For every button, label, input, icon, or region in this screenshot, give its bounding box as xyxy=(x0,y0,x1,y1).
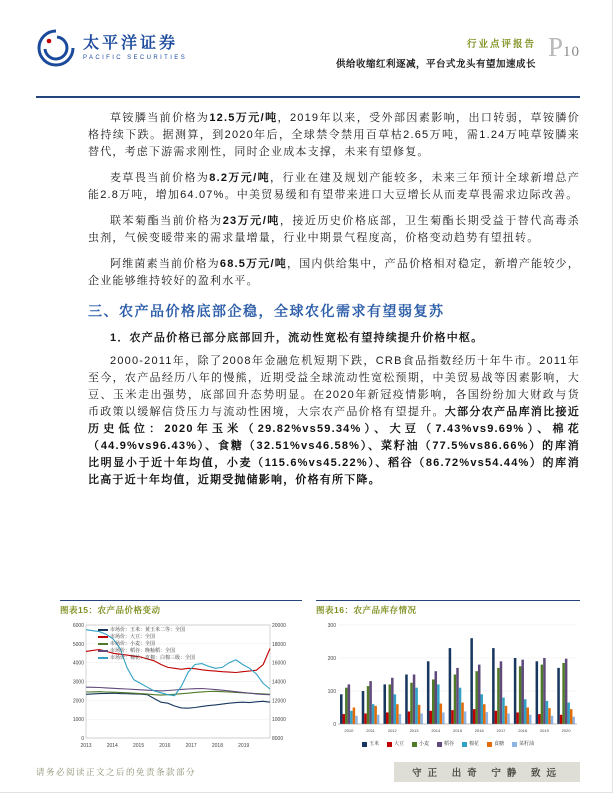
legend-swatch xyxy=(98,629,108,631)
legend-label: 食糖 xyxy=(494,741,505,747)
svg-text:5000: 5000 xyxy=(72,641,84,648)
svg-text:16000: 16000 xyxy=(272,660,286,667)
legend-label: 市场价：玉米：黄玉米二等：全国 xyxy=(110,627,186,633)
svg-text:2019: 2019 xyxy=(238,743,250,749)
pacific-securities-logo-icon xyxy=(36,28,76,68)
svg-text:2016: 2016 xyxy=(159,743,171,749)
legend-item xyxy=(98,634,195,640)
svg-text:18000: 18000 xyxy=(272,641,286,648)
svg-text:1000: 1000 xyxy=(72,717,84,724)
company-name-en: PACIFIC SECURITIES xyxy=(83,55,188,61)
figure-15-legend xyxy=(98,627,195,661)
legend-label: 小麦 xyxy=(418,741,429,747)
svg-text:2020: 2020 xyxy=(561,728,571,733)
svg-text:20000: 20000 xyxy=(272,623,286,629)
legend-label: 市场价：棉花：皮棉：白棉三级：全国 xyxy=(110,655,196,661)
figure-16-title: 图表16：农产品库存情况 xyxy=(316,600,580,620)
motto-badge: 守正 出奇 宁静 致远 xyxy=(394,762,580,782)
report-header xyxy=(36,28,580,70)
paragraph-abamectin: 阿维菌素当前价格为68.5万元/吨，国内供给集中，产品价格相对稳定，新增产能较少，企业能够维持较好的盈利水平。 xyxy=(88,258,580,287)
header-right xyxy=(336,28,580,70)
legend-item xyxy=(98,648,195,654)
svg-text:2000: 2000 xyxy=(72,698,84,705)
svg-text:2011: 2011 xyxy=(366,728,375,733)
legend-swatch xyxy=(98,650,108,652)
figure-16-legend xyxy=(338,741,558,747)
svg-text:2016: 2016 xyxy=(474,728,484,733)
svg-text:2014: 2014 xyxy=(106,743,118,749)
legend-swatch xyxy=(487,742,492,747)
paragraph-bifenthrin: 联苯菊酯当前价格为23万元/吨，接近历史价格底部，卫生菊酯长期受益于替代高毒杀虫剂，气候变暖带来的需求量增量，行业中期景气程度高，价格变动趋势有望扭转。 xyxy=(88,215,580,244)
legend-swatch xyxy=(387,742,392,747)
svg-text:2014: 2014 xyxy=(431,728,441,733)
figure-15-title: 图表15：农产品价格变动 xyxy=(60,600,302,620)
page-number xyxy=(548,28,580,63)
company-name-cn: 太平洋证券 xyxy=(83,35,179,52)
svg-text:0: 0 xyxy=(81,736,84,742)
report-title: 供给收缩红利逐减，平台式龙头有望加速成长 xyxy=(335,59,536,70)
page-number-value: 10 xyxy=(563,44,580,60)
header-meta xyxy=(336,28,536,70)
svg-text:3000: 3000 xyxy=(72,679,84,686)
sub-heading: 1．农产品价格已部分底部回升，流动性宽松有望持续提升价格中枢。 xyxy=(110,332,484,344)
legend-label: 大豆 xyxy=(393,741,404,747)
paragraph-agri-prices: 2000-2011年，除了2008年金融危机短期下跌，CRB食品指数经历十年牛市。2011年至今，农产品经历八年的慢熊，近期受益全球流动性宽松预期，中美贸易战等因素影响，大豆、玉米走出强势，底部回升态势明显。在2020年新冠疫情影响，各国纷纷加大财政与货币政策以缓解信贷压力与流动性困境，大宗农产品价格有望提升。大部分农产品库消比接近历史低位：2020年玉米（29.82%vs59.34%）、大豆（7.43%vs9.69%）、棉花（44.9%vs96.43%）、食糖（32.51%vs46.58%）、菜籽油（77.5%vs86.66%）的库消比明显小于近十年均值，小麦（115.6%vs45.22%）、稻谷（86.72%vs54.44%）的库消比高于近十年均值，近期受抛储影响，价格有所下降。 xyxy=(88,355,580,486)
svg-text:2013: 2013 xyxy=(80,743,92,749)
page-number-prefix: P xyxy=(547,32,563,62)
legend-item xyxy=(487,741,504,747)
svg-text:100: 100 xyxy=(327,689,336,695)
svg-text:2017: 2017 xyxy=(496,728,506,733)
legend-item xyxy=(98,627,195,633)
legend-label: 市场价：大豆：全国 xyxy=(110,634,156,640)
paragraph-dicamba: 麦草畏当前价格为8.2万元/吨，行业在建及规划产能较多，未来三年预计全球新增总产能2.8万吨，增加64.07%。中美贸易缓和有望带来进口大豆增长从而麦草畏需求边际改善。 xyxy=(88,172,581,201)
figure-15 xyxy=(60,600,302,755)
svg-text:4000: 4000 xyxy=(72,660,84,667)
svg-text:10000: 10000 xyxy=(272,717,286,724)
svg-text:2010: 2010 xyxy=(344,728,354,733)
legend-swatch xyxy=(362,742,367,747)
svg-text:2018: 2018 xyxy=(211,743,223,749)
inventory-bar-chart xyxy=(316,620,580,734)
legend-item xyxy=(512,741,534,747)
svg-text:200: 200 xyxy=(327,656,336,662)
legend-item xyxy=(98,641,195,647)
legend-label: 市场价：稻谷：晚籼稻：全国 xyxy=(110,648,176,654)
paragraph-glufosinate: 草铵膦当前价格为12.5万元/吨，2019年以来，受外部因素影响，出口转弱，草铵膦价格持续下跌。据测算，到2020年后，全球禁令禁用百草枯2.65万吨，需1.24万吨草铵膦来替代，考虑下游需求刚性，同时企业成本支撑，未来有望修复。 xyxy=(88,112,581,158)
company-logo xyxy=(36,28,187,68)
svg-text:2015: 2015 xyxy=(133,743,145,749)
page-footer xyxy=(36,762,580,782)
disclaimer-text: 请务必阅读正文之后的免责条款部分 xyxy=(36,767,197,777)
legend-item xyxy=(462,741,479,747)
legend-swatch xyxy=(512,742,517,747)
legend-item xyxy=(362,741,379,747)
svg-text:2019: 2019 xyxy=(539,728,549,733)
figure-16 xyxy=(316,600,580,755)
legend-label: 市场价：小麦：全国 xyxy=(110,641,156,647)
legend-swatch xyxy=(98,636,108,638)
company-logo-text xyxy=(83,35,187,61)
svg-text:2015: 2015 xyxy=(453,728,462,733)
legend-item xyxy=(98,655,195,661)
legend-item xyxy=(387,741,404,747)
report-type-label: 行业点评报告 xyxy=(466,39,536,50)
report-body xyxy=(88,110,580,498)
svg-text:2017: 2017 xyxy=(185,743,197,749)
legend-item xyxy=(412,741,429,747)
legend-swatch xyxy=(98,643,108,645)
legend-item xyxy=(437,741,454,747)
legend-label: 菜籽油 xyxy=(519,741,535,747)
svg-text:14000: 14000 xyxy=(272,679,286,686)
legend-swatch xyxy=(462,742,467,747)
legend-swatch xyxy=(412,742,417,747)
legend-swatch xyxy=(437,742,442,747)
svg-text:6000: 6000 xyxy=(72,623,84,629)
svg-text:300: 300 xyxy=(327,623,336,629)
section-heading: 三、农产品价格底部企稳，全球农化需求有望弱复苏 xyxy=(88,303,445,319)
header-divider xyxy=(36,96,580,98)
legend-label: 玉米 xyxy=(368,741,379,747)
svg-text:2012: 2012 xyxy=(387,728,397,733)
svg-text:2018: 2018 xyxy=(518,728,528,733)
svg-text:2013: 2013 xyxy=(409,728,419,733)
figure-15-canvas xyxy=(60,620,302,755)
legend-label: 稻谷 xyxy=(443,741,454,747)
legend-swatch xyxy=(98,657,108,659)
figures-row xyxy=(60,600,580,755)
svg-text:8000: 8000 xyxy=(272,736,284,742)
legend-label: 棉花 xyxy=(469,741,480,747)
svg-text:12000: 12000 xyxy=(272,698,286,705)
svg-text:0: 0 xyxy=(333,722,336,728)
